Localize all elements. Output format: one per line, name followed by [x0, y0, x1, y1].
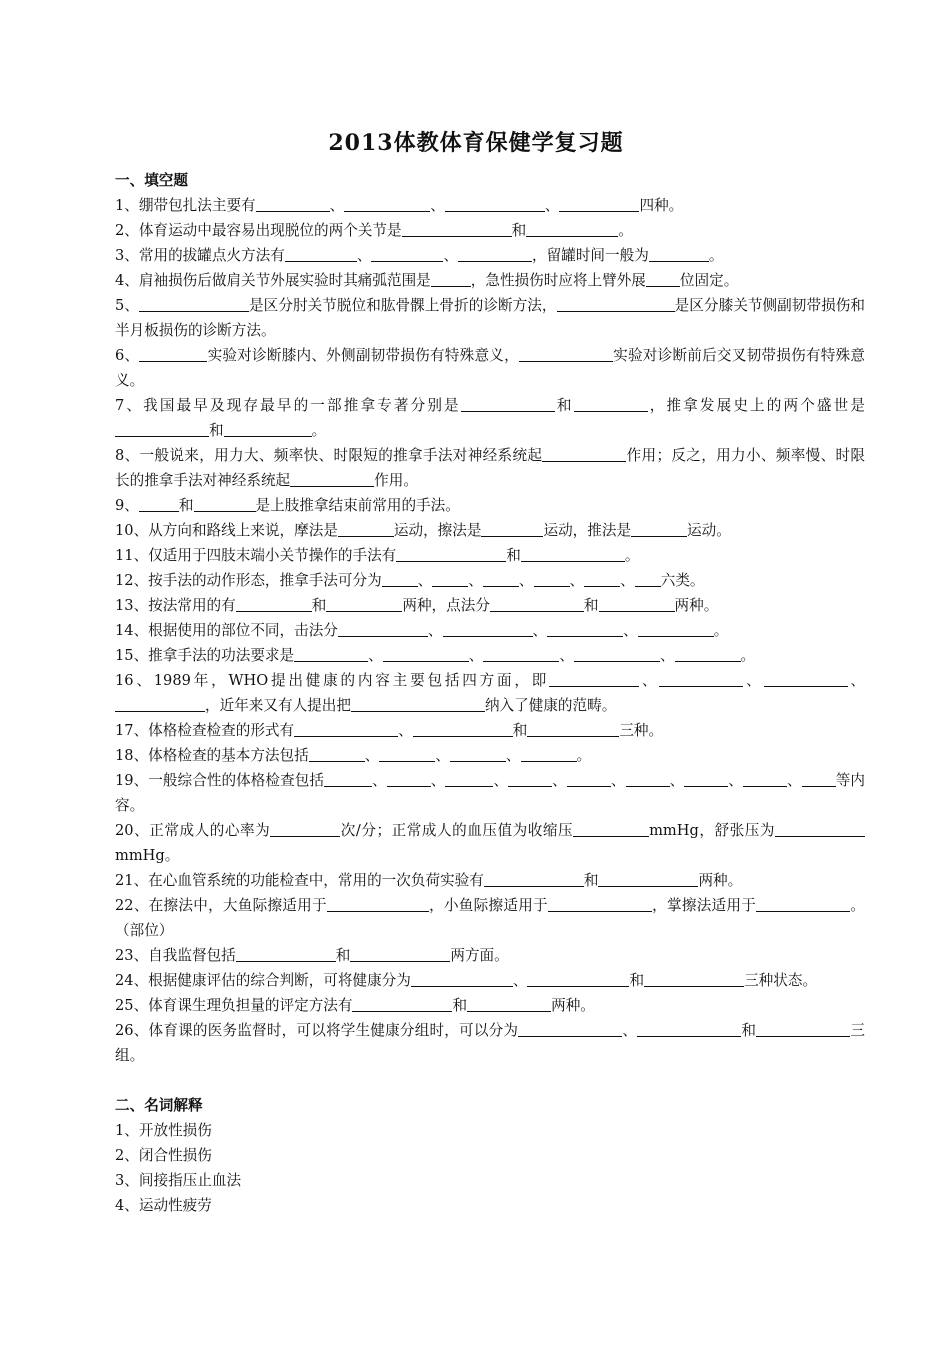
answer-blank — [675, 646, 741, 662]
answer-blank — [256, 196, 330, 212]
section-heading: 一、填空题 — [115, 172, 188, 189]
section-spacer — [115, 1068, 865, 1093]
answer-blank — [236, 946, 336, 962]
answer-blank — [598, 871, 698, 887]
question: 10、从方向和路线上来说，摩法是 运动，擦法是 运动，推法是 运动。 — [115, 522, 731, 539]
answer-blank — [236, 596, 312, 612]
answer-blank — [519, 346, 613, 362]
answer-blank — [484, 871, 584, 887]
answer-blank — [402, 221, 512, 237]
answer-blank — [483, 571, 519, 587]
answer-blank — [521, 546, 625, 562]
question: 17、体格检查检查的形式有 、 和 三种。 — [115, 722, 664, 739]
answer-blank — [270, 821, 340, 837]
answer-blank — [115, 696, 205, 712]
answer-blank — [542, 446, 626, 462]
answer-blank — [547, 621, 623, 637]
answer-blank — [290, 471, 374, 487]
answer-blank — [518, 1021, 622, 1037]
answer-blank — [549, 671, 639, 687]
answer-blank — [382, 571, 418, 587]
answer-blank — [508, 771, 552, 787]
question: 6、 实验对诊断膝内、外侧副韧带损伤有特殊意义， 实验对诊断前后交叉韧带损伤有特殊意义。 — [115, 347, 865, 389]
answer-blank — [371, 246, 443, 262]
question: 1、绷带包扎法主要有 、 、 、 四种。 — [115, 197, 684, 214]
answer-blank — [534, 571, 570, 587]
question: 8、一般说来，用力大、频率快、时限短的推拿手法对神经系统起 作用；反之，用力小、频率慢、时限长的推拿手法对神经系统起 作用。 — [115, 447, 865, 489]
question: 15、推拿手法的功法要求是 、 、 、 、 。 — [115, 647, 756, 664]
question: 16、1989年，WHO提出健康的内容主要包括四方面，即 、 、 、，近年来又有人提出把 纳入了健康的范畴。 — [115, 672, 865, 714]
question: 13、按法常用的有 和 两种，点法分 和 两种。 — [115, 597, 719, 614]
question: 26、体育课的医务监督时，可以将学生健康分组时，可以分为 、 和 三组。 — [115, 1022, 865, 1064]
answer-blank — [294, 646, 368, 662]
answer-blank — [756, 896, 850, 912]
question: 21、在心血管系统的功能检查中，常用的一次负荷实验有 和 两种。 — [115, 872, 743, 889]
answer-blank — [383, 646, 469, 662]
question: 4、肩袖损伤后做肩关节外展实验时其痛弧范围是 ，急性损伤时应将上臂外展 位固定。 — [115, 272, 739, 289]
question: 4、运动性疲劳 — [115, 1197, 212, 1214]
answer-blank — [584, 571, 620, 587]
answer-blank — [450, 746, 506, 762]
answer-blank — [285, 246, 357, 262]
answer-blank — [764, 671, 848, 687]
answer-blank — [139, 296, 249, 312]
answer-blank — [309, 746, 365, 762]
answer-blank — [649, 246, 709, 262]
answer-blank — [431, 271, 471, 287]
answer-blank — [559, 196, 639, 212]
answer-blank — [115, 421, 209, 437]
answer-blank — [445, 771, 493, 787]
answer-blank — [387, 771, 431, 787]
document-title: 2013体教体育保健学复习题 — [328, 130, 624, 156]
answer-blank — [527, 971, 629, 987]
answer-blank — [659, 671, 743, 687]
answer-blank — [467, 996, 551, 1012]
question: 2、闭合性损伤 — [115, 1147, 212, 1164]
answer-blank — [327, 896, 429, 912]
answer-blank — [631, 521, 687, 537]
answer-blank — [352, 996, 452, 1012]
answer-blank — [379, 746, 435, 762]
answer-blank — [432, 571, 468, 587]
answer-blank — [338, 521, 394, 537]
answer-blank — [775, 821, 865, 837]
answer-blank — [743, 771, 787, 787]
answer-blank — [458, 246, 532, 262]
question: 23、自我监督包括 和 两方面。 — [115, 947, 509, 964]
answer-blank — [461, 396, 555, 412]
answer-blank — [294, 721, 398, 737]
answer-blank — [626, 771, 670, 787]
answer-blank — [574, 396, 648, 412]
answer-blank — [548, 896, 652, 912]
answer-blank — [521, 746, 577, 762]
question: 19、一般综合性的体格检查包括 、 、 、 、 、 、 、 、 等内容。 — [115, 772, 865, 814]
question: 11、仅适用于四肢末端小关节操作的手法有 和 。 — [115, 547, 640, 564]
answer-blank — [481, 521, 543, 537]
question: 1、开放性损伤 — [115, 1122, 212, 1139]
question: 12、按手法的动作形态，推拿手法可分为 、 、 、 、 、 六类。 — [115, 572, 705, 589]
answer-blank — [139, 346, 207, 362]
answer-blank — [350, 946, 450, 962]
answer-blank — [413, 721, 513, 737]
question: 24、根据健康评估的综合判断，可将健康分为 、 和 三种状态。 — [115, 972, 818, 989]
answer-blank — [194, 496, 256, 512]
section-term-definitions — [115, 1093, 865, 1218]
answer-blank — [326, 596, 402, 612]
answer-blank — [646, 271, 680, 287]
answer-blank — [490, 596, 584, 612]
answer-blank — [344, 196, 430, 212]
section-heading: 二、名词解释 — [115, 1097, 203, 1114]
question: 14、根据使用的部位不同，击法分 、 、 、 。 — [115, 622, 729, 639]
question: 7、我国最早及现存最早的一部推拿专著分别是 和 ，推拿发展史上的两个盛世是和 。 — [115, 397, 865, 439]
answer-blank — [756, 1021, 850, 1037]
answer-blank — [324, 771, 372, 787]
answer-blank — [644, 971, 744, 987]
question: 5、 是区分肘关节脱位和肱骨髁上骨折的诊断方法， 是区分膝关节侧副韧带损伤和半月板损伤的诊断方法。 — [115, 297, 865, 339]
answer-blank — [224, 421, 312, 437]
answer-blank — [396, 546, 506, 562]
answer-blank — [637, 1021, 741, 1037]
answer-blank — [526, 221, 618, 237]
answer-blank — [574, 646, 660, 662]
question: 2、体育运动中最容易出现脱位的两个关节是 和 。 — [115, 222, 633, 239]
answer-blank — [635, 571, 661, 587]
answer-blank — [411, 971, 513, 987]
answer-blank — [351, 696, 485, 712]
answer-blank — [443, 621, 533, 637]
document-body — [115, 168, 865, 1218]
question: 3、间接指压止血法 — [115, 1172, 242, 1189]
question: 20、正常成人的心率为 次/分；正常成人的血压值为收缩压 mmHg，舒张压为mmHg。 — [115, 818, 865, 868]
answer-blank — [338, 621, 428, 637]
question: 25、体育课生理负担量的评定方法有 和 两种。 — [115, 997, 595, 1014]
answer-blank — [557, 296, 675, 312]
answer-blank — [567, 771, 611, 787]
question: 3、常用的拔罐点火方法有 、 、 ，留罐时间一般为 。 — [115, 247, 724, 264]
answer-blank — [684, 771, 728, 787]
answer-blank — [638, 621, 714, 637]
answer-blank — [445, 196, 545, 212]
answer-blank — [483, 646, 559, 662]
answer-blank — [527, 721, 619, 737]
section-fill-in-blank — [115, 168, 865, 1068]
answer-blank — [573, 821, 649, 837]
answer-blank — [599, 596, 675, 612]
answer-blank — [139, 496, 179, 512]
question: 22、在擦法中，大鱼际擦适用于 ，小鱼际擦适用于 ，掌擦法适用于 。（部位） — [115, 897, 865, 939]
question: 9、 和 是上肢推拿结束前常用的手法。 — [115, 497, 460, 514]
question: 18、体格检查的基本方法包括 、 、 、 。 — [115, 747, 592, 764]
answer-blank — [802, 771, 836, 787]
